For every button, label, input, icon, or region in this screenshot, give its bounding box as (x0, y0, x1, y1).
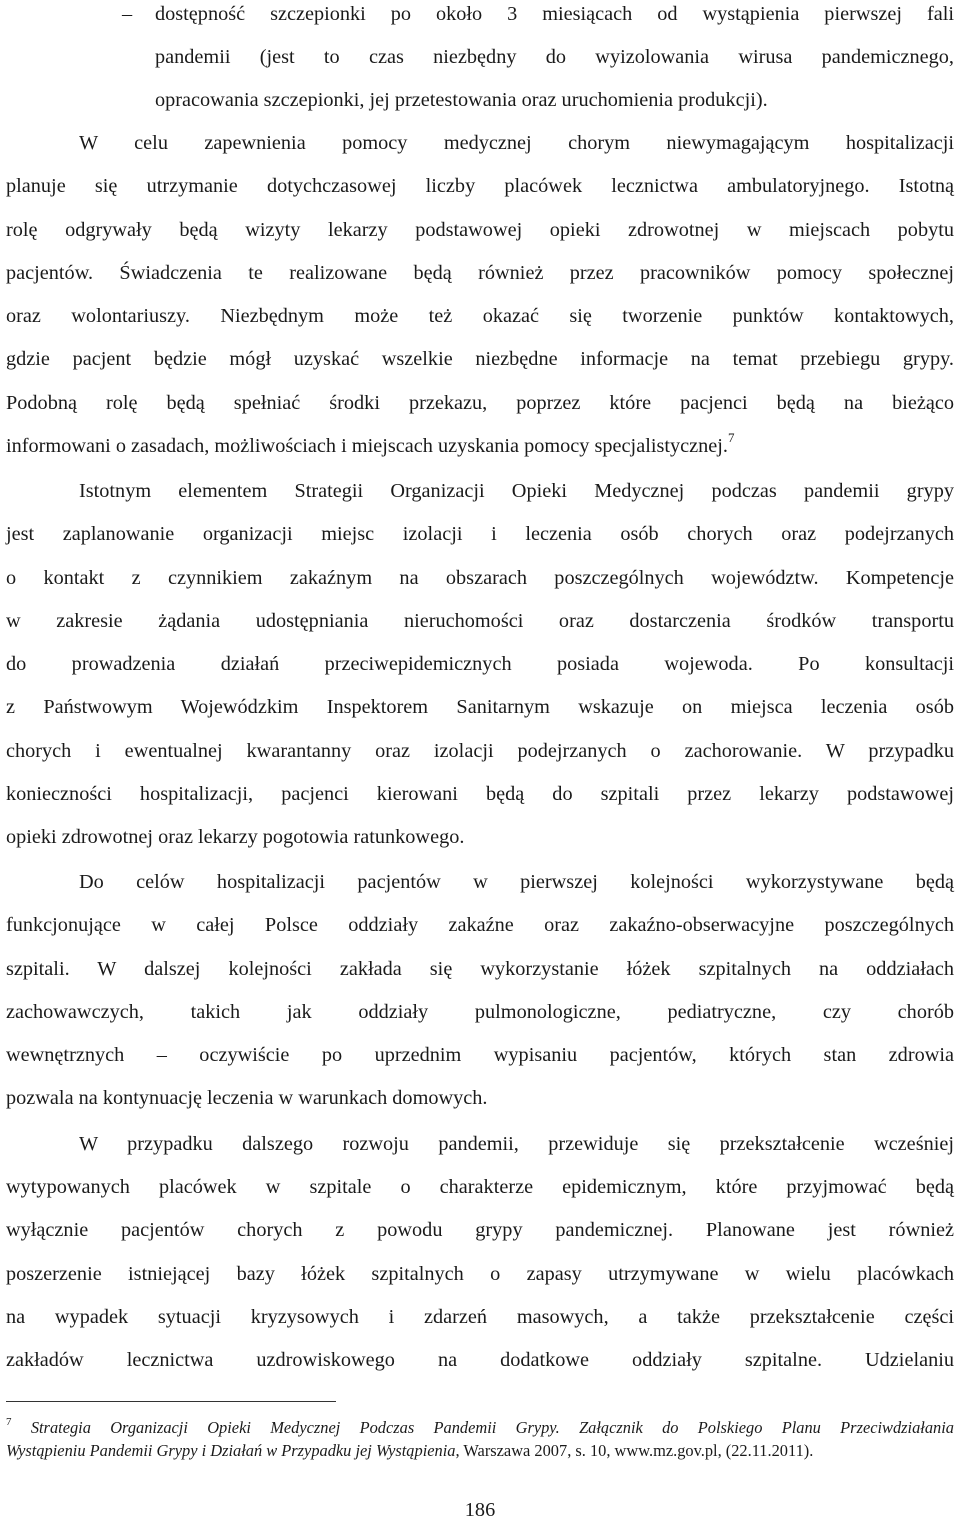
text-line: na wypadek sytuacji kryzysowych i zdarzeń masowych, a także przekształcenie części (6, 1306, 954, 1328)
text-line: o kontakt z czynnikiem zakaźnym na obszarach poszczególnych województw. Kompetencje (6, 567, 954, 589)
footnote-line (6, 1440, 954, 1462)
text-line: pozwala na kontynuację leczenia w warunkach domowych. (6, 1087, 488, 1109)
text-line: konieczności hospitalizacji, pacjenci kierowani będą do szpitali przez lekarzy podstawowej (6, 783, 954, 805)
text-line: Istotnym elementem Strategii Organizacji Opieki Medycznej podczas pandemii grypy (79, 480, 954, 502)
text-line: pandemii (jest to czas niezbędny do wyizolowania wirusa pandemicznego, (155, 46, 954, 68)
text-line: jest zaplanowanie organizacji miejsc izolacji i leczenia osób chorych oraz podejrzanych (6, 523, 954, 545)
text-line: wewnętrznych – oczywiście po uprzednim wypisaniu pacjentów, których stan zdrowia (6, 1044, 954, 1066)
text-line: pacjentów. Świadczenia te realizowane będą również przez pracowników pomocy społecznej (6, 262, 954, 284)
text-line: chorych i ewentualnej kwarantanny oraz izolacji podejrzanych o zachorowanie. W przypadku (6, 740, 954, 762)
text-line: poszerzenie istniejącej bazy łóżek szpitalnych o zapasy utrzymywane w wielu placówkach (6, 1263, 954, 1285)
text-line: planuje się utrzymanie dotychczasowej liczby placówek lecznictwa ambulatoryjnego. Istotną (6, 175, 954, 197)
text-line: wytypowanych placówek w szpitale o charakterze epidemicznym, które przyjmować będą (6, 1176, 954, 1198)
footnote-line (6, 1417, 954, 1439)
footnote-title: Strategia Organizacji Opieki Medycznej Podczas Pandemii Grypy. Załącznik do Polskiego Planu Przeciwdziałania (30, 1418, 954, 1437)
text-line: z Państwowym Wojewódzkim Inspektorem Sanitarnym wskazuje on miejsca leczenia osób (6, 696, 954, 718)
footnote-ref: 7 (728, 430, 735, 445)
text-line: gdzie pacjent będzie mógł uzyskać wszelkie niezbędne informacje na temat przebiegu grypy. (6, 348, 954, 370)
text-line: opracowania szczepionki, jej przetestowania oraz uruchomienia produkcji). (155, 89, 768, 111)
text-line-content: informowani o zasadach, możliwościach i miejscach uzyskania pomocy specjalistycznej. (6, 435, 728, 457)
footnote-title-cont: Wystąpieniu Pandemii Grypy i Działań w Przypadku jej Wystąpienia (6, 1441, 456, 1460)
bullet-dash: – (122, 3, 133, 25)
text-line: funkcjonujące w całej Polsce oddziały zakaźne oraz zakaźno-obserwacyjne poszczególnych (6, 914, 954, 936)
text-line: szpitali. W dalszej kolejności zakłada się wykorzystanie łóżek szpitalnych na oddziałach (6, 958, 954, 980)
text-line: Do celów hospitalizacji pacjentów w pierwszej kolejności wykorzystywane będą (79, 871, 954, 893)
footnote-separator (6, 1401, 336, 1402)
text-line: W celu zapewnienia pomocy medycznej chorym niewymagającym hospitalizacji (79, 132, 954, 154)
text-line: wyłącznie pacjentów chorych z powodu grypy pandemicznej. Planowane jest również (6, 1219, 954, 1241)
text-line: zachowawczych, takich jak oddziały pulmonologiczne, pediatryczne, czy chorób (6, 1001, 954, 1023)
page-number: 186 (464, 1499, 496, 1521)
text-line (6, 432, 954, 460)
text-line: opieki zdrowotnej oraz lekarzy pogotowia ratunkowego. (6, 826, 465, 848)
text-line: w zakresie żądania udostępniania nieruchomości oraz dostarczenia środków transportu (6, 610, 954, 632)
text-line: W przypadku dalszego rozwoju pandemii, przewiduje się przekształcenie wcześniej (79, 1133, 954, 1155)
text-line: do prowadzenia działań przeciwepidemicznych posiada wojewoda. Po konsultacji (6, 653, 954, 675)
text-line: oraz wolontariuszy. Niezbędnym może też okazać się tworzenie punktów kontaktowych, (6, 305, 954, 327)
footnote-number: 7 (6, 1416, 12, 1428)
text-line: dostępność szczepionki po około 3 miesiącach od wystąpienia pierwszej fali (155, 3, 954, 25)
text-line: rolę odgrywały będą wizyty lekarzy podstawowej opieki zdrowotnej w miejscach pobytu (6, 219, 954, 241)
text-line: zakładów lecznictwa uzdrowiskowego na dodatkowe oddziały szpitalne. Udzielaniu (6, 1349, 954, 1371)
text-line: Podobną rolę będą spełniać środki przekazu, poprzez które pacjenci będą na bieżąco (6, 392, 954, 414)
footnote-source: , Warszawa 2007, s. 10, www.mz.gov.pl, (22.11.2011). (455, 1441, 814, 1460)
